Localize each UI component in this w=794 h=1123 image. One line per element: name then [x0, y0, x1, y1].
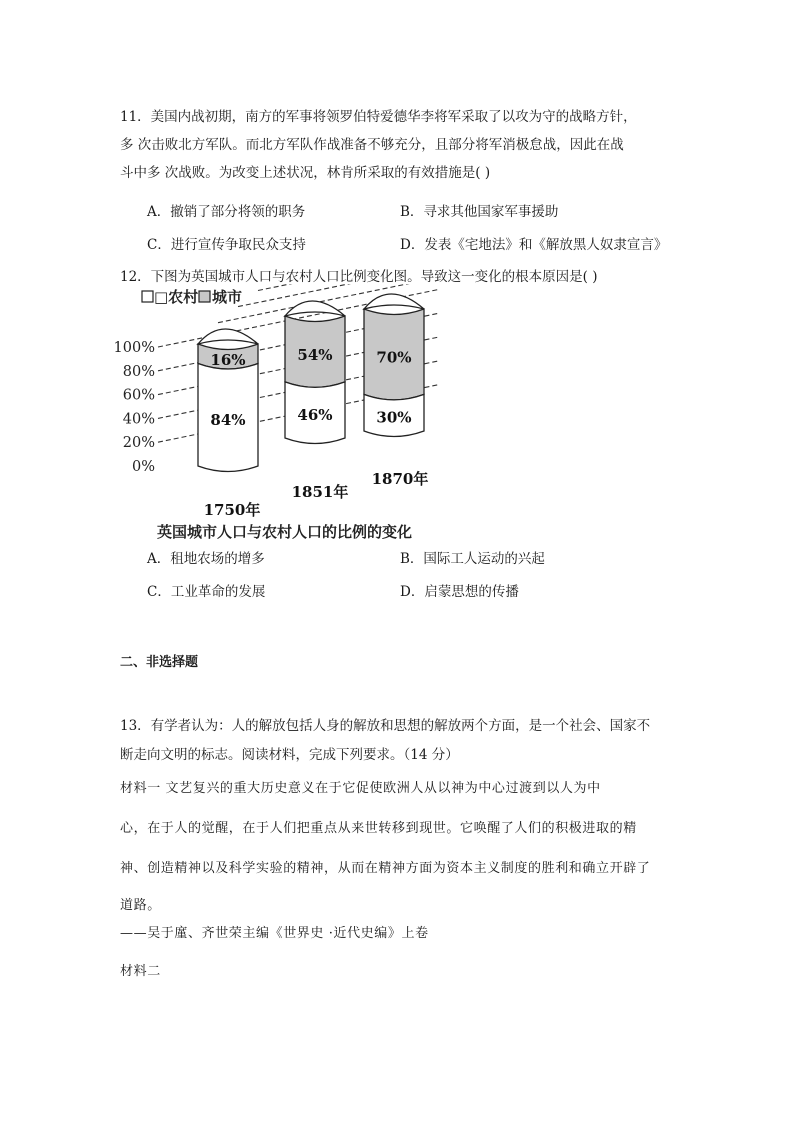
q11-option-c: C．进行宣传争取民众支持: [147, 237, 306, 253]
material1-line-3: 神、创造精神以及科学实验的精神，从而在精神方面为资本主义制度的胜利和确立开辟了: [120, 861, 651, 876]
q12-stem: 12．下图为英国城市人口与农村人口比例变化图。导致这一变化的根本原因是( ): [120, 269, 598, 285]
y-tick-label: 80%: [122, 363, 155, 380]
chart-legend: [142, 288, 242, 306]
y-tick-label: 20%: [122, 435, 155, 452]
y-axis-ticks: [114, 340, 155, 475]
bar-top-cap: [285, 301, 345, 316]
urban-value-label: 54%: [297, 345, 333, 364]
material1-line-1: 材料一 文艺复兴的重大历史意义在于它促使欧洲人从以神为中心过渡到以人为中: [120, 781, 601, 796]
legend-rural-label: □农村: [154, 288, 199, 306]
q11-stem-line-1: 11．美国内战初期，南方的军事将领罗伯特爱德华李将军采取了以攻为守的战略方针，: [120, 109, 637, 125]
chart-bars: [198, 294, 424, 472]
q11-option-b: B．寻求其他国家军事援助: [400, 204, 559, 220]
q11-stem-line-2: 多 次击败北方军队。而北方军队作战准备不够充分，且部分将军消极怠战，因此在战: [120, 137, 624, 153]
q12-option-c: C．工业革命的发展: [147, 584, 266, 600]
y-tick-label: 60%: [122, 387, 155, 404]
q12-option-b: B．国际工人运动的兴起: [400, 551, 545, 567]
y-tick-label: 0%: [131, 459, 155, 475]
y-tick-label: 40%: [122, 411, 155, 428]
x-category-label: 1870年: [371, 470, 429, 488]
q11-option-a: A．撤销了部分将领的职务: [147, 204, 306, 220]
material1-line-4: 道路。: [120, 898, 161, 913]
legend-urban-swatch: [199, 291, 210, 302]
y-tick-label: 100%: [113, 340, 155, 356]
section-title: 二、非选择题: [120, 655, 199, 670]
chart-caption: 英国城市人口与农村人口的比例的变化: [157, 523, 413, 541]
legend-rural-swatch: [142, 291, 153, 302]
material2-label: 材料二: [120, 964, 161, 979]
population-ratio-chart: [110, 284, 460, 546]
urban-value-label: 70%: [376, 348, 412, 367]
x-category-label: 1851年: [291, 483, 349, 501]
q11-option-d: D．发表《宅地法》和《解放黑人奴隶宣言》: [400, 237, 668, 253]
x-axis-labels: [204, 470, 429, 519]
bar-top-cap: [198, 329, 258, 344]
q12-option-d: D．启蒙思想的传播: [400, 584, 519, 600]
rural-value-label: 30%: [376, 408, 412, 427]
q13-stem-line-1: 13．有学者认为：人的解放包括人身的解放和思想的解放两个方面，是一个社会、国家不: [120, 718, 651, 734]
q12-option-a: A．租地农场的增多: [147, 551, 265, 567]
material1-line-2: 心，在于人的觉醒，在于人们把重点从来世转移到现世。它唤醒了人们的积极进取的精: [120, 821, 637, 836]
rural-value-label: 46%: [297, 405, 333, 424]
bar-top-cap: [364, 294, 424, 309]
x-category-label: 1750年: [203, 501, 261, 519]
material1-source: ——吴于廑、齐世荣主编《世界史 ·近代史编》上卷: [120, 926, 429, 941]
q13-stem-line-2: 断走向文明的标志。阅读材料，完成下列要求。（14 分）: [120, 747, 459, 763]
q11-stem-line-3: 斗中多 次战败。为改变上述状况，林肯所采取的有效措施是( ): [120, 165, 491, 181]
legend-urban-label: 城市: [212, 288, 243, 306]
urban-value-label: 16%: [210, 350, 246, 369]
rural-value-label: 84%: [210, 410, 246, 429]
gridline: [258, 284, 442, 291]
